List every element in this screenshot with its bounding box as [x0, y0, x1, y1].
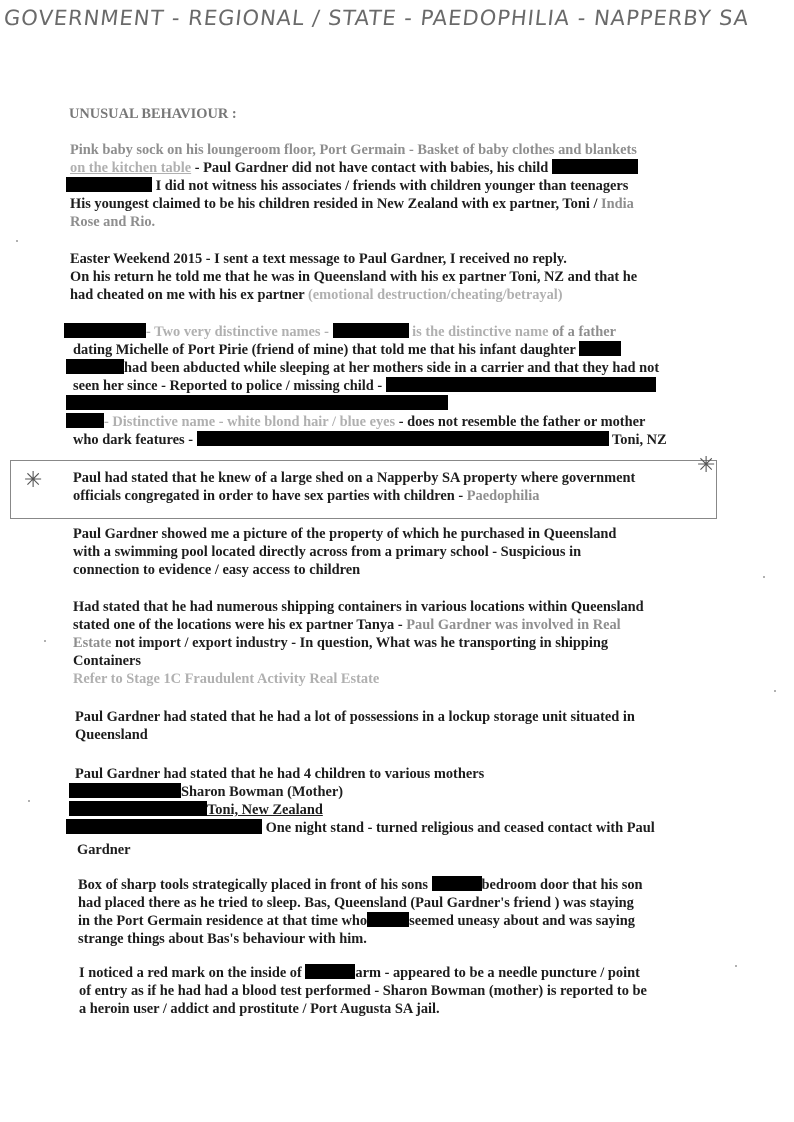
line	[70, 286, 710, 304]
text-span: arm - appeared to be a needle puncture / point	[355, 965, 640, 981]
text-span: officials congregated in order to have sex parties with children -	[73, 488, 467, 504]
text-span: of a father	[548, 324, 617, 340]
text-span: Gardner	[77, 842, 131, 858]
line	[73, 431, 724, 449]
line	[66, 359, 724, 377]
redaction	[66, 359, 124, 374]
line	[73, 377, 724, 395]
redaction	[66, 395, 448, 410]
text-span: - does not resemble the father or mother	[395, 414, 646, 430]
text-span: in the Port Germain residence at that time who	[78, 913, 368, 929]
redaction	[66, 413, 104, 428]
redaction	[69, 783, 181, 798]
text-span: Toni, New Zealand	[207, 802, 323, 818]
line	[66, 395, 724, 413]
line	[66, 177, 710, 195]
text-span: is the distinctive name	[412, 324, 549, 340]
redaction	[432, 876, 482, 891]
text-span: Toni, NZ	[612, 432, 667, 448]
redaction	[69, 801, 207, 816]
line	[69, 783, 715, 801]
redaction	[66, 177, 152, 192]
text-span: had cheated on me with his ex partner	[70, 287, 308, 303]
paragraph-distinctive-names	[64, 323, 724, 449]
line: Easter Weekend 2015 - I sent a text message to Paul Gardner, I received no reply.	[70, 251, 567, 267]
redaction	[197, 431, 609, 446]
paragraph-baby-items	[70, 141, 710, 231]
text-span: - Two very distinctive names -	[146, 324, 329, 340]
section-heading: UNUSUAL BEHAVIOUR :	[69, 106, 237, 122]
redaction	[579, 341, 621, 356]
paragraph-sharp-tools	[78, 876, 718, 948]
text-span: - Distinctive name - white blond hair / blue eyes	[104, 414, 396, 430]
text-span: I noticed a red mark on the inside of	[79, 965, 302, 981]
line: Refer to Stage 1C Fraudulent Activity Real Estate	[73, 671, 380, 687]
asterisk-mark: ✳	[24, 468, 43, 493]
line	[78, 876, 718, 894]
line: strange things about Bas's behaviour with him.	[78, 931, 367, 947]
text-span: had been abducted while sleeping at her mothers side in a carrier and that they had not	[124, 360, 660, 376]
line	[79, 964, 719, 982]
text-span: One night stand - turned religious and ceased contact with Paul	[265, 820, 655, 836]
text-span: (emotional destruction/cheating/betrayal)	[307, 287, 563, 303]
text-span: Box of sharp tools strategically placed in front of his sons	[78, 877, 428, 893]
text-span: Sharon Bowman (Mother)	[181, 784, 344, 800]
redaction	[333, 323, 409, 338]
line: Pink baby sock on his loungeroom floor, Port Germain - Basket of baby clothes and blankets	[70, 142, 637, 158]
text-span: Estate	[73, 635, 112, 651]
line	[73, 341, 724, 359]
line: Rose and Rio.	[70, 214, 156, 230]
text-span: I did not witness his associates / friends with children younger than teenagers	[155, 178, 629, 194]
asterisk-mark: ✳	[697, 453, 716, 478]
paragraph-napperby-shed	[73, 469, 713, 505]
text-span: Paul Gardner was involved in Real	[406, 617, 621, 633]
paragraph-children	[75, 765, 715, 859]
line	[70, 159, 710, 177]
line	[66, 413, 724, 431]
redaction	[305, 964, 355, 979]
text-span: seen her since - Reported to police / missing child -	[73, 378, 383, 394]
text-span: bedroom door that his son	[481, 877, 643, 893]
paragraph-shipping-containers	[73, 598, 713, 688]
line: a heroin user / addict and prostitute / Port Augusta SA jail.	[79, 1001, 440, 1017]
text-span: seemed uneasy about and was saying	[409, 913, 635, 929]
scan-speck	[16, 240, 18, 242]
text-span: Paedophilia	[466, 488, 540, 504]
line: Paul Gardner showed me a picture of the property of which he purchased in Queensland	[73, 526, 617, 542]
line	[66, 819, 715, 837]
redaction	[367, 912, 409, 927]
line: Had stated that he had numerous shipping containers in various locations within Queensland	[73, 599, 644, 615]
line: Paul Gardner had stated that he had 4 children to various mothers	[75, 766, 485, 782]
line	[78, 912, 718, 930]
line	[73, 469, 713, 487]
line: connection to evidence / easy access to children	[73, 562, 361, 578]
text-span: stated one of the locations were his ex partner Tanya -	[73, 617, 407, 633]
text-span: on the kitchen table	[70, 160, 192, 176]
line	[64, 323, 724, 341]
line: with a swimming pool located directly across from a primary school - Suspicious in	[73, 544, 582, 560]
line	[70, 195, 710, 213]
paragraph-red-mark	[79, 964, 719, 1018]
text-span: Paul had stated that he knew of a large shed on a Napperby SA property where government	[73, 470, 636, 486]
line: of entry as if he had had a blood test performed - Sharon Bowman (mother) is reported to be	[79, 983, 647, 999]
paragraph-easter-weekend	[70, 250, 710, 304]
text-span: who dark features -	[73, 432, 194, 448]
paragraph-storage-unit	[75, 708, 715, 744]
text-span: His youngest claimed to be his children resided in New Zealand with ex partner, Toni /	[70, 196, 602, 212]
scan-speck	[28, 800, 30, 802]
redaction	[66, 819, 262, 834]
redaction	[386, 377, 656, 392]
text-span: not import / export industry - In question, What was he transporting in shipping	[111, 635, 609, 651]
line: Queensland	[75, 727, 148, 743]
line	[77, 841, 715, 859]
line: Containers	[73, 653, 141, 669]
line: had placed there as he tried to sleep. Bas, Queensland (Paul Gardner's friend ) was staying	[78, 895, 634, 911]
scan-speck	[735, 965, 737, 967]
redaction	[64, 323, 146, 338]
redaction	[552, 159, 638, 174]
scan-speck	[763, 576, 765, 578]
line	[73, 634, 713, 652]
handwritten-header: GOVERNMENT - REGIONAL / STATE - PAEDOPHILIA - NAPPERBY SA	[2, 6, 751, 30]
line	[69, 801, 715, 819]
scan-speck	[774, 690, 776, 692]
line	[73, 616, 713, 634]
text-span: - Paul Gardner did not have contact with babies, his child	[191, 160, 549, 176]
text-span: dating Michelle of Port Pirie (friend of mine) that told me that his infant daughter	[73, 342, 576, 358]
scan-speck	[44, 640, 46, 642]
line: On his return he told me that he was in Queensland with his ex partner Toni, NZ and that he	[70, 269, 638, 285]
line: Paul Gardner had stated that he had a lot of possessions in a lockup storage unit situated in	[75, 709, 635, 725]
paragraph-property-picture	[73, 525, 713, 579]
text-span: India	[601, 196, 634, 212]
line	[73, 487, 713, 505]
